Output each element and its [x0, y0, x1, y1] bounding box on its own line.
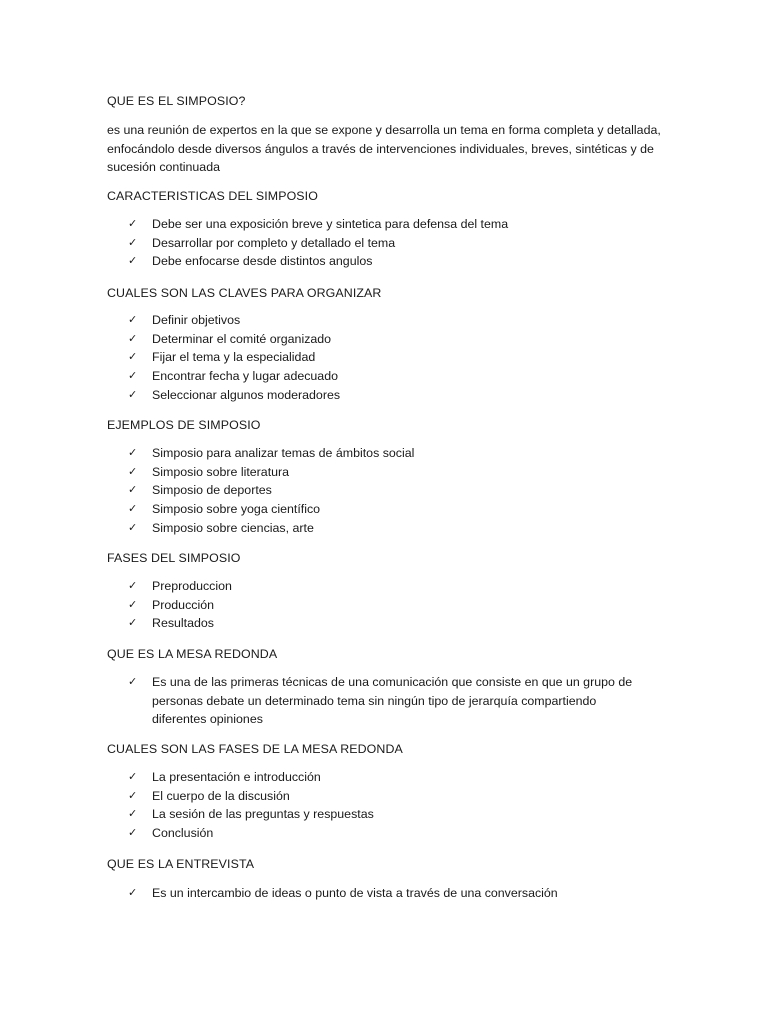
checkmark-icon: ✓ — [128, 579, 138, 592]
checkmark-icon: ✓ — [128, 788, 138, 802]
checklist — [128, 215, 668, 271]
list-item — [128, 824, 668, 843]
checkmark-icon: ✓ — [128, 369, 138, 383]
checkmark-icon: ✓ — [128, 616, 138, 630]
list-item — [128, 805, 668, 824]
section-heading: CUALES SON LAS FASES DE LA MESA REDONDA — [107, 742, 403, 756]
list-item-text: Simposio sobre literatura — [152, 464, 290, 479]
list-item-text: Encontrar fecha y lugar adecuado — [152, 369, 338, 384]
checkmark-icon: ✓ — [128, 483, 138, 497]
list-item — [128, 481, 668, 500]
list-item — [128, 596, 668, 615]
list-item-text: Determinar el comité organizado — [152, 331, 332, 346]
list-item-text: Es un intercambio de ideas o punto de vista a través de una conversación — [152, 886, 558, 900]
list-item — [128, 577, 668, 596]
list-item-text: Producción — [152, 597, 214, 612]
list-item — [128, 311, 668, 330]
checkmark-icon: ✓ — [128, 331, 138, 345]
list-item-text: Conclusión — [152, 826, 214, 841]
checkmark-icon: ✓ — [128, 807, 138, 821]
checkmark-icon: ✓ — [128, 254, 138, 268]
list-item — [128, 884, 668, 903]
checkmark-icon: ✓ — [128, 446, 138, 459]
checkmark-icon: ✓ — [128, 770, 138, 783]
list-item — [128, 787, 668, 806]
list-item — [128, 367, 668, 386]
list-item — [128, 519, 668, 538]
list-item-text: Es una de las primeras técnicas de una comunicación que consiste en que un grupo de personas debate un determinado tema sin ningún tipo de jerarquía compartiendo diferentes opiniones — [152, 675, 633, 727]
checkmark-icon: ✓ — [128, 675, 138, 688]
checkmark-icon: ✓ — [128, 520, 138, 534]
list-item-text: Debe ser una exposición breve y sintetica para defensa del tema — [152, 217, 509, 231]
list-item — [128, 215, 668, 234]
list-item-text: Seleccionar algunos moderadores — [152, 387, 341, 402]
list-item — [128, 348, 668, 367]
checkmark-icon: ✓ — [128, 597, 138, 611]
list-item-text: La presentación e introducción — [152, 770, 321, 784]
list-item-text: Desarrollar por completo y detallado el tema — [152, 235, 396, 250]
checkmark-icon: ✓ — [128, 886, 138, 899]
checkmark-icon: ✓ — [128, 313, 138, 326]
list-item — [128, 252, 668, 271]
list-item-text: Resultados — [152, 616, 214, 631]
list-item — [128, 234, 668, 253]
checkmark-icon: ✓ — [128, 502, 138, 516]
checkmark-icon: ✓ — [128, 217, 138, 230]
list-item-text: Simposio de deportes — [152, 483, 272, 498]
section-heading: QUE ES LA MESA REDONDA — [107, 647, 278, 661]
list-item-text: Simposio sobre yoga científico — [152, 502, 321, 517]
list-item — [128, 768, 668, 787]
list-item-text: Simposio para analizar temas de ámbitos social — [152, 446, 415, 460]
list-item-text: Fijar el tema y la especialidad — [152, 350, 316, 365]
list-item-text: El cuerpo de la discusión — [152, 788, 290, 803]
checkmark-icon: ✓ — [128, 387, 138, 401]
section-heading: FASES DEL SIMPOSIO — [107, 551, 241, 565]
checkmark-icon: ✓ — [128, 826, 138, 840]
checkmark-icon: ✓ — [128, 235, 138, 249]
list-item — [128, 673, 648, 729]
checklist — [128, 577, 668, 633]
list-item — [128, 500, 668, 519]
checklist — [128, 444, 668, 538]
list-item-text: La sesión de las preguntas y respuestas — [152, 807, 374, 822]
section-heading: EJEMPLOS DE SIMPOSIO — [107, 418, 261, 432]
checklist — [128, 884, 668, 903]
section-heading: CARACTERISTICAS DEL SIMPOSIO — [107, 189, 318, 203]
section-heading: QUE ES EL SIMPOSIO? — [107, 94, 246, 108]
section-paragraph: es una reunión de expertos en la que se expone y desarrolla un tema en forma completa y detallada, enfocándolo desde diversos ángulos a través de intervenciones individuales, breves, sintéticas y de sucesión continuada — [107, 123, 661, 175]
section-heading: CUALES SON LAS CLAVES PARA ORGANIZAR — [107, 286, 382, 300]
list-item-text: Debe enfocarse desde distintos angulos — [152, 254, 373, 269]
list-item — [128, 463, 668, 482]
checklist — [128, 768, 668, 843]
checklist — [128, 673, 648, 729]
list-item — [128, 386, 668, 405]
checklist — [128, 311, 668, 405]
list-item — [128, 330, 668, 349]
checkmark-icon: ✓ — [128, 464, 138, 478]
list-item-text: Preproduccion — [152, 579, 232, 593]
section-heading: QUE ES LA ENTREVISTA — [107, 857, 255, 871]
list-item-text: Definir objetivos — [152, 313, 241, 327]
list-item — [128, 444, 668, 463]
list-item-text: Simposio sobre ciencias, arte — [152, 520, 314, 535]
list-item — [128, 614, 668, 633]
checkmark-icon: ✓ — [128, 350, 138, 364]
